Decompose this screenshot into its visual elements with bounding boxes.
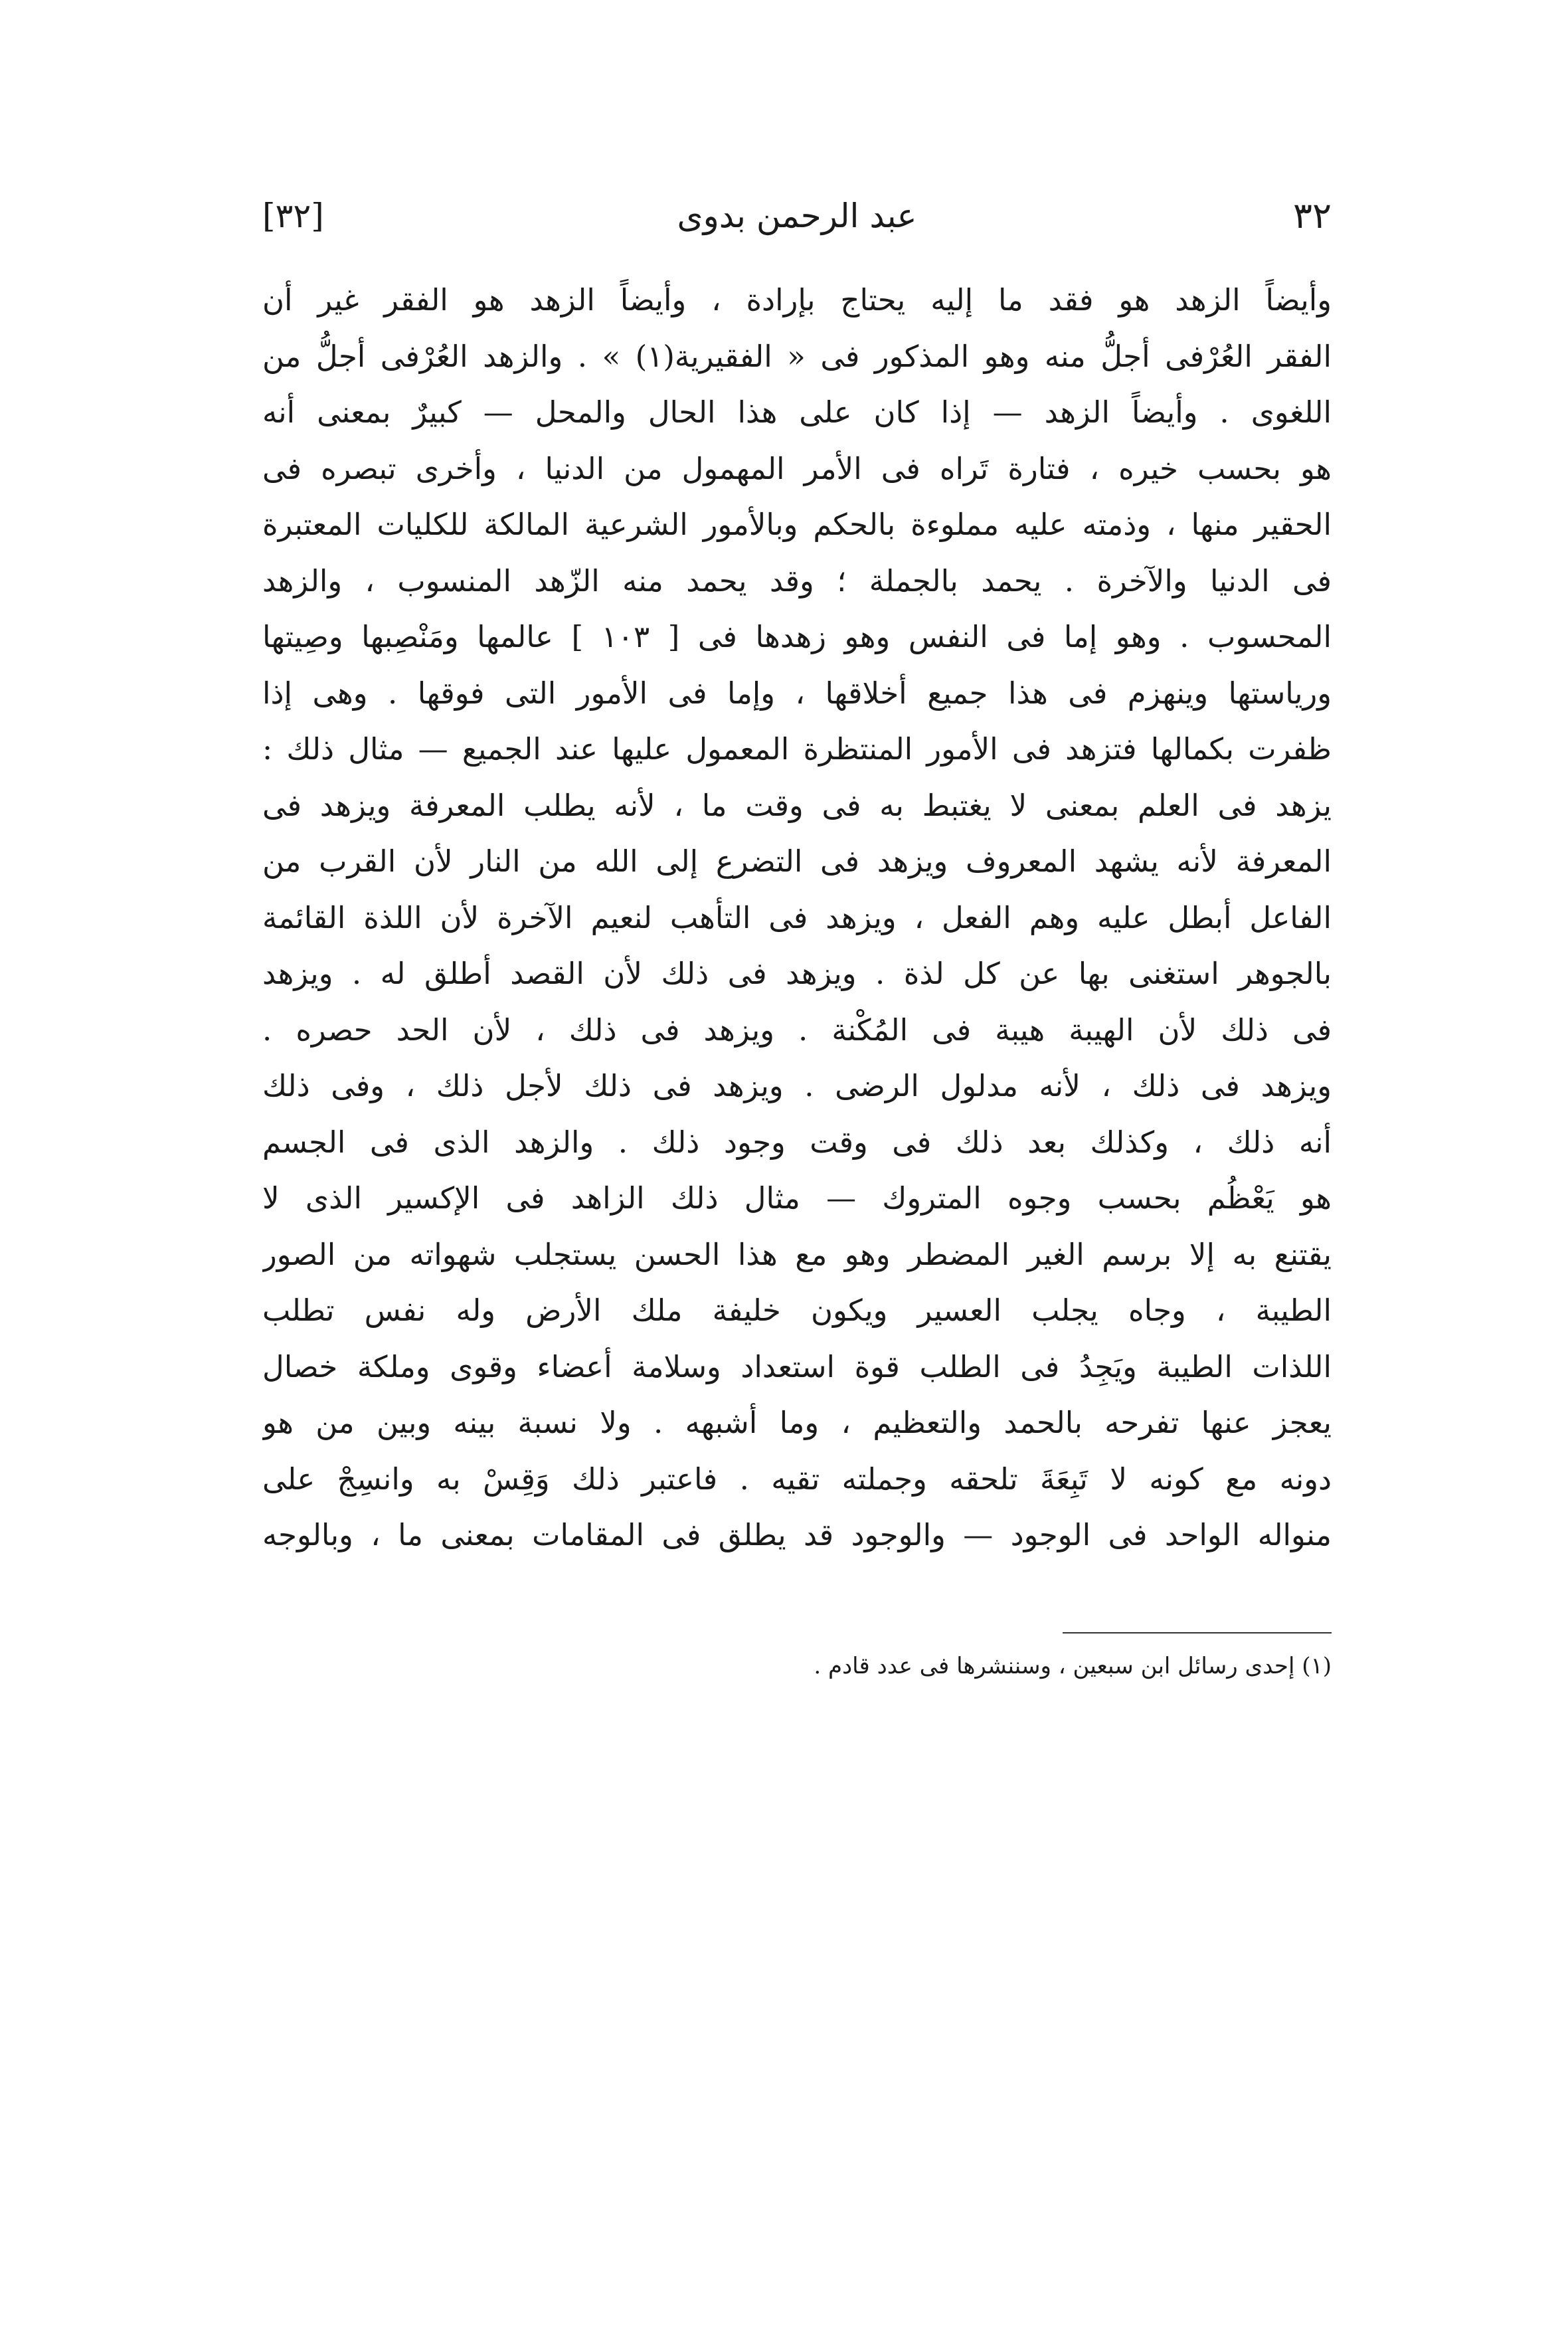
text-line: اللذات الطيبة ويَجِدُ فى الطلب قوة استعداد وسلامة أعضاء وقوى وملكة خصال [262,1349,1332,1384]
text-line: دونه مع كونه لا تَبِعَةَ تلحقه وجملته تقيه . فاعتبر ذلك وَقِسْ به وانسِجْ على [262,1461,1332,1497]
text-line: الفاعل أبطل عليه وهم الفعل ، ويزهد فى التأهب لنعيم الآخرة لأن اللذة القائمة [262,899,1332,935]
text-line: هو بحسب خيره ، فتارة تَراه فى الأمر المهمول من الدنيا ، وأخرى تبصره فى [262,450,1332,486]
text-line: بالجوهر استغنى بها عن كل لذة . ويزهد فى ذلك لأن القصد أطلق له . ويزهد [262,956,1332,991]
text-line: يقتنع به إلا برسم الغير المضطر وهو مع هذا الحسن يستجلب شهواته من الصور [262,1236,1332,1272]
text-line: ظفرت بكمالها فتزهد فى الأمور المنتظرة المعمول عليها عند الجميع — مثال ذلك : [262,731,1332,767]
text-line: فى الدنيا والآخرة . يحمد بالجملة ؛ وقد يحمد منه الزّهد المنسوب ، والزهد [262,563,1332,599]
text-line: المعرفة لأنه يشهد المعروف ويزهد فى التضرع إلى الله من النار لأن القرب من [262,844,1332,879]
text-line: الفقر العُرْفى أجلُّ منه وهو المذكور فى « الفقيرية(١) » . والزهد العُرْفى أجلُّ من [262,338,1332,374]
text-line: اللغوى . وأيضاً الزهد — إذا كان على هذا الحال والمحل — كبيرٌ بمعنى أنه [262,395,1332,430]
text-line: ورياستها وينهزم فى هذا جميع أخلاقها ، وإما فى الأمور التى فوقها . وهى إذا [262,675,1332,711]
text-line: المحسوب . وهو إما فى النفس وهو زهدها فى [ ١٠٣ ] عالمها ومَنْصِبها وصِيتها [262,619,1332,654]
body-text [262,272,1332,1564]
text-line: الحقير منها ، وذمته عليه مملوءة بالحكم وبالأمور الشرعية المالكة للكليات المعتبرة [262,507,1332,542]
page-header [262,189,1332,242]
text-line: وأيضاً الزهد هو فقد ما إليه يحتاج بإرادة ، وأيضاً الزهد هو الفقر غير أن [262,282,1332,318]
text-line: هو يَعْظُم بحسب وجوه المتروك — مثال ذلك الزاهد فى الإكسير الذى لا [262,1180,1332,1216]
footnote: (١) إحدى رسائل ابن سبعين ، وسننشرها فى عدد قادم . [814,1653,1332,1679]
bracketed-page-number: [٣٢] [262,197,324,235]
footnote-divider [1063,1632,1332,1633]
text-line: يزهد فى العلم بمعنى لا يغتبط به فى وقت ما ، لأنه يطلب المعرفة ويزهد فى [262,787,1332,823]
running-title: عبد الرحمن بدوى [677,197,917,235]
text-line: أنه ذلك ، وكذلك بعد ذلك فى وقت وجود ذلك . والزهد الذى فى الجسم [262,1124,1332,1160]
text-line: الطيبة ، وجاه يجلب العسير ويكون خليفة ملك الأرض وله نفس تطلب [262,1293,1332,1328]
text-line: ويزهد فى ذلك ، لأنه مدلول الرضى . ويزهد فى ذلك لأجل ذلك ، وفى ذلك [262,1068,1332,1103]
text-line: فى ذلك لأن الهيبة هيبة فى المُكْنة . ويزهد فى ذلك ، لأن الحد حصره . [262,1012,1332,1048]
page-number: ٣٢ [1292,195,1332,236]
text-line: منواله الواحد فى الوجود — والوجود قد يطلق فى المقامات بمعنى ما ، وبالوجه [262,1517,1332,1552]
text-line: يعجز عنها تفرحه بالحمد والتعظيم ، وما أشبهه . ولا نسبة بينه وبين من هو [262,1405,1332,1440]
